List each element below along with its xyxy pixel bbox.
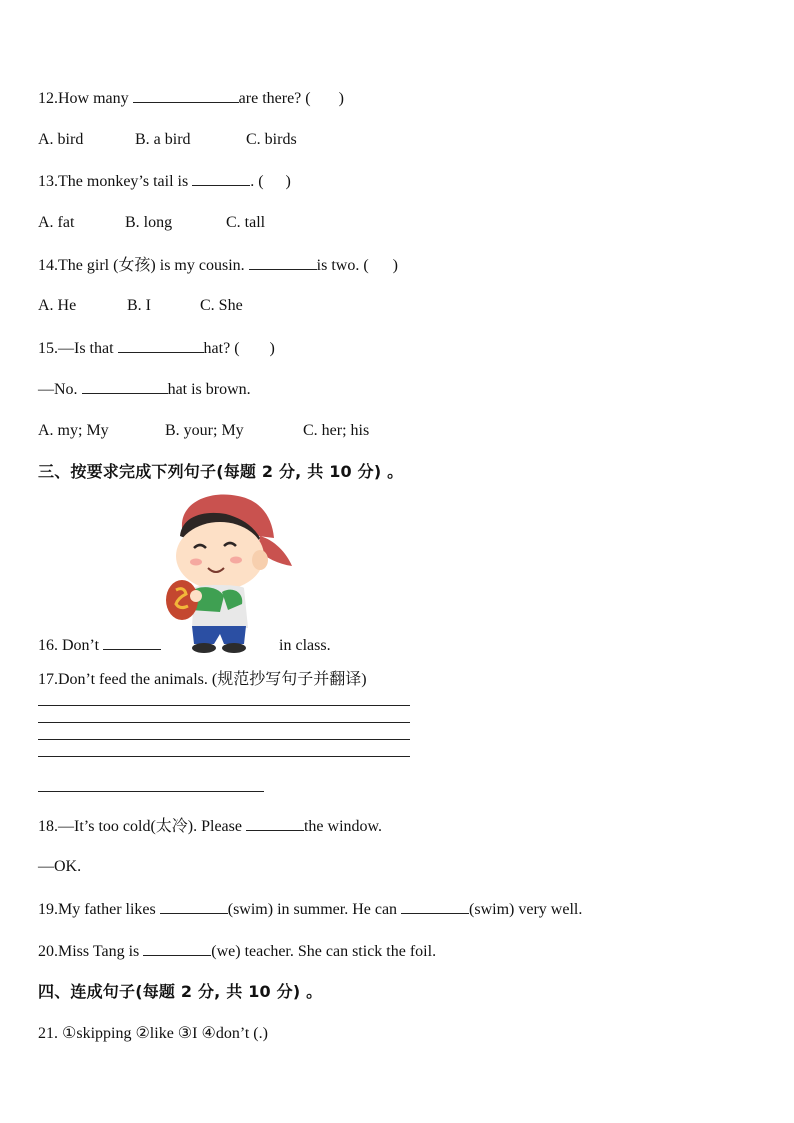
question-15 [38, 338, 275, 359]
q17-writing-line-1[interactable] [38, 705, 410, 706]
q15-close-paren: ) [269, 340, 275, 357]
q12-blank[interactable] [133, 88, 239, 103]
q16-blank[interactable] [103, 635, 161, 650]
q19-blank-2[interactable] [401, 899, 469, 914]
boy-with-cap-holding-bag-icon [160, 488, 300, 656]
q14-blank[interactable] [249, 255, 317, 270]
question-20 [38, 941, 436, 962]
q13-text-before: 13.The monkey’s tail is [38, 173, 193, 190]
question-12 [38, 88, 344, 109]
q19-blank-1[interactable] [160, 899, 228, 914]
q12-options [38, 130, 297, 150]
question-16 [38, 635, 331, 656]
q20-blank[interactable] [143, 941, 211, 956]
q13-option-b[interactable]: B. long [125, 214, 173, 231]
q13-close-paren: ) [285, 173, 291, 190]
section-4-heading: 四、连成句子(每题 2 分, 共 10 分) 。 [38, 982, 323, 1001]
question-14 [38, 255, 398, 276]
q16-text-before: 16. Don’t [38, 637, 104, 654]
q14-option-a[interactable]: A. He [38, 297, 77, 314]
q17-writing-line-5[interactable] [38, 791, 264, 792]
q18-reply: —OK. [38, 858, 82, 875]
question-17: 17.Don’t feed the animals. (规范抄写句子并翻译) [38, 671, 367, 688]
q13-option-c[interactable]: C. tall [226, 214, 266, 231]
q14-option-b[interactable]: B. I [127, 297, 151, 314]
q13-options [38, 213, 265, 233]
q13-option-a[interactable]: A. fat [38, 214, 75, 231]
q13-blank[interactable] [192, 171, 250, 186]
q18-blank[interactable] [246, 816, 304, 831]
q12-close-paren: ) [338, 90, 344, 107]
q14-text-before: 14.The girl (女孩) is my cousin. [38, 257, 249, 274]
q15-line2-before: —No. [38, 381, 82, 398]
q18-line1-after: the window. [303, 818, 383, 835]
q14-option-c[interactable]: C. She [200, 297, 243, 314]
q15-line2-after: hat is brown. [167, 381, 251, 398]
q20-part-1: 20.Miss Tang is [38, 943, 144, 960]
q12-option-c[interactable]: C. birds [246, 131, 297, 148]
q15-option-b[interactable]: B. your; My [165, 422, 244, 439]
q17-writing-line-4[interactable] [38, 756, 410, 757]
section-3-heading: 三、按要求完成下列句子(每题 2 分, 共 10 分) 。 [38, 462, 404, 481]
q17-writing-line-3[interactable] [38, 739, 410, 740]
question-18 [38, 816, 382, 837]
q12-text-before: 12.How many [38, 90, 133, 107]
q15-options [38, 421, 369, 441]
q14-text-after: is two. ( [316, 257, 369, 274]
q12-text-after: are there? ( [238, 90, 311, 107]
q20-part-2: (we) teacher. She can stick the foil. [211, 943, 437, 960]
q19-part-1: 19.My father likes [38, 901, 160, 918]
q17-writing-line-2[interactable] [38, 722, 410, 723]
q15-option-a[interactable]: A. my; My [38, 422, 109, 439]
q15-blank-2[interactable] [82, 379, 168, 394]
q14-options [38, 296, 243, 316]
question-19 [38, 899, 582, 920]
q16-text-after: in class. [279, 637, 331, 654]
q14-close-paren: ) [392, 257, 398, 274]
question-21: 21. ①skipping ②like ③I ④don’t (.) [38, 1025, 268, 1042]
q18-line1-before: 18.—It’s too cold(太冷). Please [38, 818, 246, 835]
q19-part-3: (swim) very well. [469, 901, 583, 918]
q15-line1-before: 15.—Is that [38, 340, 118, 357]
question-13 [38, 171, 291, 192]
q15-answer-line [38, 379, 251, 400]
q15-line1-after: hat? ( [203, 340, 240, 357]
q13-text-after: . ( [250, 173, 264, 190]
q15-blank-1[interactable] [118, 338, 204, 353]
q19-part-2: (swim) in summer. He can [227, 901, 402, 918]
q15-option-c[interactable]: C. her; his [303, 422, 370, 439]
q12-option-a[interactable]: A. bird [38, 131, 84, 148]
q12-option-b[interactable]: B. a bird [135, 131, 191, 148]
